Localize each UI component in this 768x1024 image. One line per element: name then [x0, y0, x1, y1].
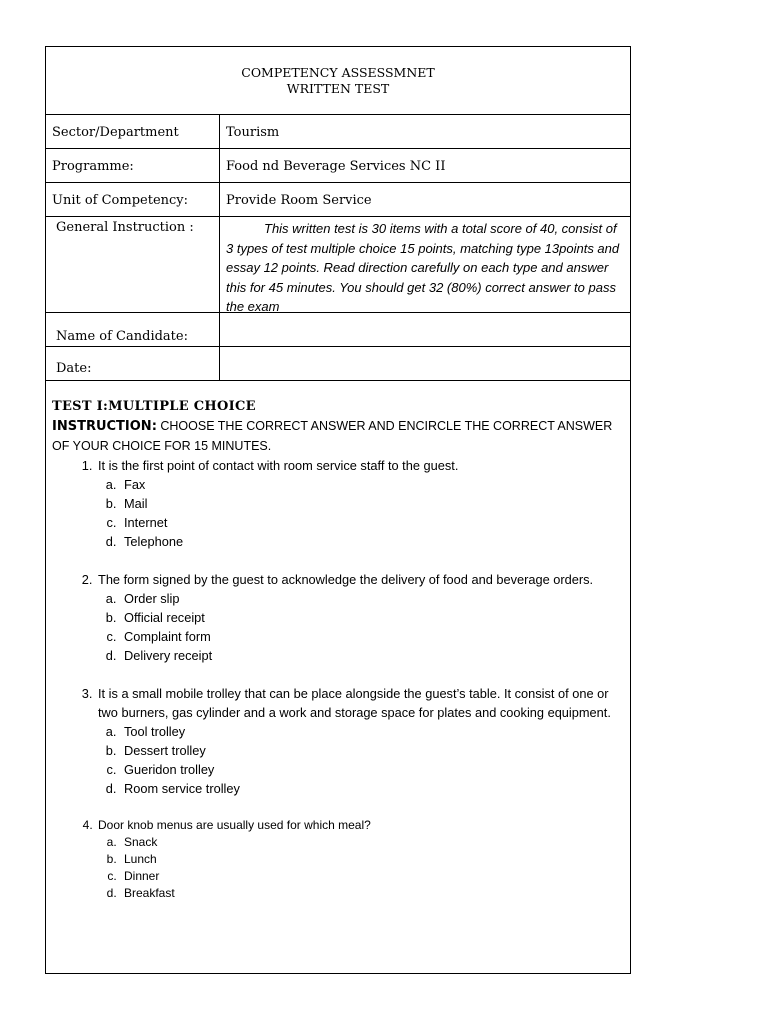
- option[interactable]: b. Lunch: [120, 851, 630, 868]
- candidate-label: Name of Candidate:: [46, 313, 220, 346]
- header-title-line2: WRITTEN TEST: [286, 81, 390, 96]
- options-list: [98, 834, 630, 902]
- option[interactable]: b. Mail: [120, 494, 630, 513]
- options-list: [98, 722, 630, 798]
- option[interactable]: d. Breakfast: [120, 885, 630, 902]
- document-header: [46, 47, 630, 115]
- question-2: [96, 570, 630, 684]
- option[interactable]: d. Telephone: [120, 532, 630, 551]
- instruction-label: INSTRUCTION:: [52, 419, 157, 434]
- option[interactable]: c. Complaint form: [120, 627, 630, 646]
- question-4: [96, 817, 630, 902]
- sector-label: Sector/Department: [46, 115, 220, 148]
- sector-value: Tourism: [226, 125, 280, 140]
- general-instruction-label: General Instruction :: [46, 217, 220, 312]
- date-row: [46, 347, 630, 381]
- question-3: [96, 684, 630, 817]
- option[interactable]: b. Dessert trolley: [120, 741, 630, 760]
- option[interactable]: a. Fax: [120, 475, 630, 494]
- option[interactable]: d. Delivery receipt: [120, 646, 630, 665]
- header-title-line1: COMPETENCY ASSESSMNET: [241, 65, 435, 80]
- general-instruction-cell: [220, 217, 630, 312]
- option[interactable]: a. Tool trolley: [120, 722, 630, 741]
- candidate-field[interactable]: [220, 313, 630, 346]
- option[interactable]: c. Dinner: [120, 868, 630, 885]
- question-text: Door knob menus are usually used for which meal?: [98, 818, 371, 832]
- programme-row: [46, 149, 630, 183]
- option[interactable]: c. Gueridon trolley: [120, 760, 630, 779]
- options-list: [98, 589, 630, 665]
- programme-label: Programme:: [46, 149, 220, 182]
- assessment-page: [45, 46, 631, 974]
- test-section: [46, 381, 630, 902]
- general-instruction-row: [46, 217, 630, 313]
- question-text: It is a small mobile trolley that can be place alongside the guest’s table. It consist of one or two burners, gas cylinder and a work and storage space for plates and cooking equipment.: [98, 686, 611, 720]
- programme-value: Food nd Beverage Services NC II: [226, 159, 446, 174]
- candidate-row: [46, 313, 630, 347]
- option[interactable]: b. Official receipt: [120, 608, 630, 627]
- option[interactable]: d. Room service trolley: [120, 779, 630, 798]
- test-title: TEST I:MULTIPLE CHOICE: [52, 399, 256, 414]
- date-label: Date:: [46, 347, 220, 380]
- question-1: [96, 456, 630, 570]
- option[interactable]: a. Order slip: [120, 589, 630, 608]
- unit-value: Provide Room Service: [226, 193, 372, 208]
- unit-label: Unit of Competency:: [46, 183, 220, 216]
- options-list: [98, 475, 630, 551]
- general-instruction-text: This written test is 30 items with a total score of 40, consist of 3 types of test multiple choice 15 points, matching type 13points and essay 12 points. Read direction carefully on each type and answer this for 45 minutes. You should get 32 (80%) correct answer to pass the exam: [226, 221, 620, 314]
- sector-row: [46, 115, 630, 149]
- test-instruction: [52, 416, 630, 456]
- question-text: It is the first point of contact with room service staff to the guest.: [98, 458, 459, 473]
- instruction-text: CHOOSE THE CORRECT ANSWER AND ENCIRCLE THE CORRECT ANSWER OF YOUR CHOICE FOR 15 MINUTES.: [52, 419, 613, 453]
- option[interactable]: a. Snack: [120, 834, 630, 851]
- date-field[interactable]: [220, 347, 630, 380]
- unit-row: [46, 183, 630, 217]
- question-text: The form signed by the guest to acknowledge the delivery of food and beverage orders.: [98, 572, 594, 587]
- option[interactable]: c. Internet: [120, 513, 630, 532]
- question-list: [52, 456, 630, 902]
